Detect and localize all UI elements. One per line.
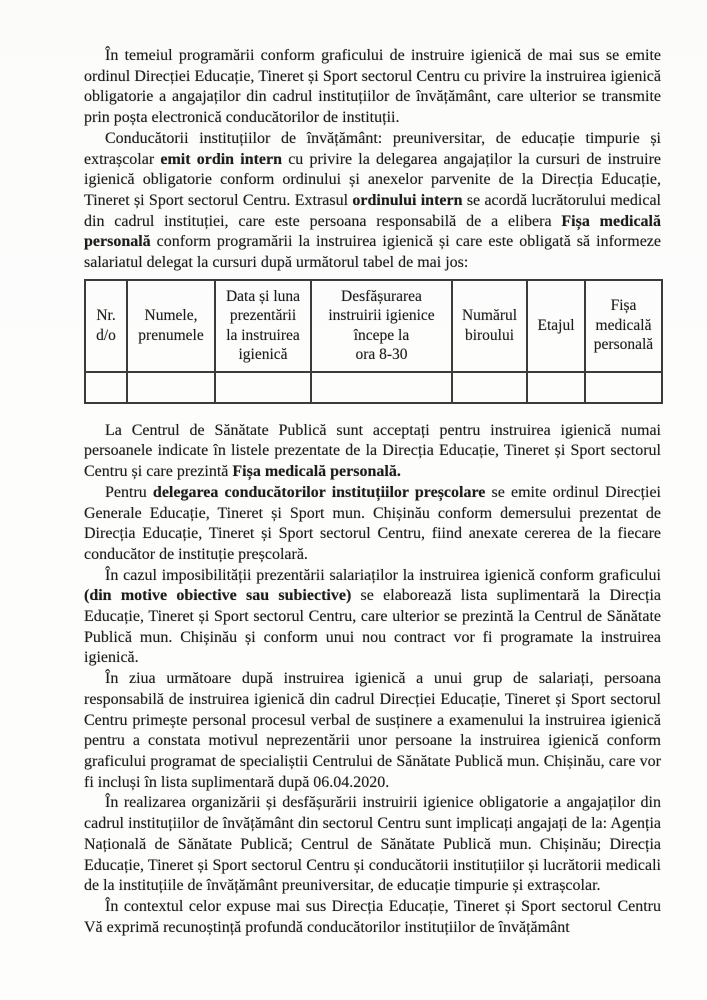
column-header-line: igienică	[238, 346, 288, 364]
column-header-line: medicală	[595, 316, 652, 334]
column-header-line: d/o	[96, 326, 116, 344]
bold-text-run: Fișa medicală personală.	[232, 463, 401, 481]
column-header-line: Nr.	[96, 307, 116, 325]
bold-text-run: (din motive obiective sau subiective)	[84, 587, 352, 605]
column-header-line: ora 8-30	[355, 346, 408, 364]
bold-text-run: Fișa medicală personală	[84, 212, 662, 251]
paragraph	[84, 669, 661, 793]
text-run: În cazul imposibilității prezentării salariaților la instruirea igienică conform graficului	[105, 566, 661, 584]
paragraph	[84, 129, 661, 274]
text-run: În temeiul programării conform graficului de instruire igienică de mai sus se emite ordinul Direcției Educație, Tineret și Sport sectorul Centru cu privire la instruirea igienică obligatorie a angajaților din cadrul instituțiilor de învățământ, care ulterior se transmite prin poșta electronică conducătorilor de instituții.	[84, 47, 661, 127]
column-header-line: începe la	[353, 326, 410, 344]
text-run: În ziua următoare după instruirea igienică a unui grup de salariați, persoana responsabilă de instruirea igienică din cadrul Direcției Educație, Tineret și Sport sectorul Centru primește personal procesul verbal de susținere a examenului la instruirea igienică pentru a constata motivul neprezentării unor persoane la instruirea igienică conform graficului programat de specialiștii Centrului de Sănătate Publică mun. Chișinău, care vor fi incluși în lista suplimentară după 06.04.2020.	[84, 670, 661, 791]
paragraph	[84, 421, 661, 483]
column-header-line: personală	[593, 336, 654, 354]
paragraph	[84, 897, 661, 938]
column-header	[215, 280, 311, 372]
column-header-line: instruirii igienice	[328, 307, 435, 325]
empty-cell	[527, 372, 585, 403]
training-schedule-table	[84, 279, 663, 404]
bold-text-run: emit ordin intern	[160, 150, 283, 168]
empty-cell	[215, 372, 311, 403]
column-header-line: la instruirea	[226, 326, 300, 344]
bold-text-run: ordinului intern	[352, 191, 463, 209]
column-header-line: prenumele	[138, 326, 204, 344]
empty-cell	[585, 372, 662, 403]
column-header-line: Data și luna	[225, 287, 301, 305]
empty-cell	[311, 372, 452, 403]
text-run: se elaborează lista suplimentară la Direcția Educație, Tineret și Sport sectorul Centru, care ulterior se prezintă la Centrul de Sănătate Publică mun. Chișinău și conform unui nou contract vor fi programate la instruirea igienică.	[84, 587, 661, 667]
paragraph	[84, 46, 661, 129]
text-run: conform programării la instruirea igienică și care este obligată să informeze salariatul delegat la cursuri după următorul tabel de mai jos:	[84, 233, 661, 272]
empty-cell	[127, 372, 215, 403]
bold-text-run: delegarea conducătorilor instituțiilor preșcolare	[152, 483, 486, 501]
column-header-line: prezentării	[229, 307, 297, 325]
column-header-line: Fișa	[610, 297, 637, 315]
column-header	[585, 280, 662, 372]
empty-table-row	[85, 372, 662, 403]
text-run: În contextul celor expuse mai sus Direcția Educație, Tineret și Sport sectorul Centru Vă exprimă recunoștință profundă conducătorilor instituțiilor de învățământ	[84, 897, 661, 936]
text-run: În realizarea organizării și desfășurării instruirii igienice obligatorie a angajaților din cadrul instituțiilor de învățământ din sectorul Centru sunt implicați angajați de la: Agenția Națională de Sănătate Publică; Centrul de Sănătate Publică mun. Chișinău; Direcția Educație, Tineret și Sport sectorul Centru și conducătorii instituțiilor și lucrătorii medicali de la instituțiile de învățământ preuniversitar, de educație timpurie și extrașcolar.	[84, 794, 661, 895]
text-run: cu privire la delegarea angajaților la cursuri de instruire igienică obligatorie conform ordinului și anexelor parvenite de la Direcția Educație, Tineret și Sport sectorul Centru. Extrasul	[84, 150, 661, 209]
empty-cell	[85, 372, 127, 403]
table-header-row	[85, 280, 662, 372]
column-header-line: Etajul	[537, 316, 575, 334]
text-run: La Centrul de Sănătate Publică sunt acceptați pentru instruirea igienică numai persoanele indicate în listele prezentate de la Direcția Educație, Tineret și Sport sectorul Centru și care prezintă	[84, 421, 661, 481]
column-header	[127, 280, 215, 372]
column-header-line: Numele,	[144, 307, 198, 325]
column-header	[452, 280, 527, 372]
column-header	[527, 280, 585, 372]
paragraph	[84, 793, 661, 897]
text-run: se emite ordinul Direcției Generale Educație, Tineret și Sport mun. Chișinău conform demersului prezentat de Direcția Educație, Tineret și Sport sectorul Centru, fiind anexate cererea de la fiecare conducător de instituție preșcolară.	[84, 483, 661, 563]
column-header-line: Desfășurarea	[341, 287, 422, 305]
document-body	[84, 46, 661, 938]
text-run: se acordă lucrătorului medical din cadrul instituției, care este persoana responsabilă de a elibera	[84, 191, 661, 230]
text-run: Pentru	[105, 483, 153, 501]
paragraph	[84, 566, 661, 670]
text-run: Conducătorii instituțiilor de învățământ: preuniversitar, de educație timpurie și extrașcolar	[84, 129, 661, 168]
paragraph	[84, 483, 661, 566]
empty-cell	[452, 372, 527, 403]
column-header	[311, 280, 452, 372]
column-header-line: biroului	[464, 326, 515, 344]
column-header	[85, 280, 127, 372]
column-header-line: Numărul	[461, 307, 518, 325]
